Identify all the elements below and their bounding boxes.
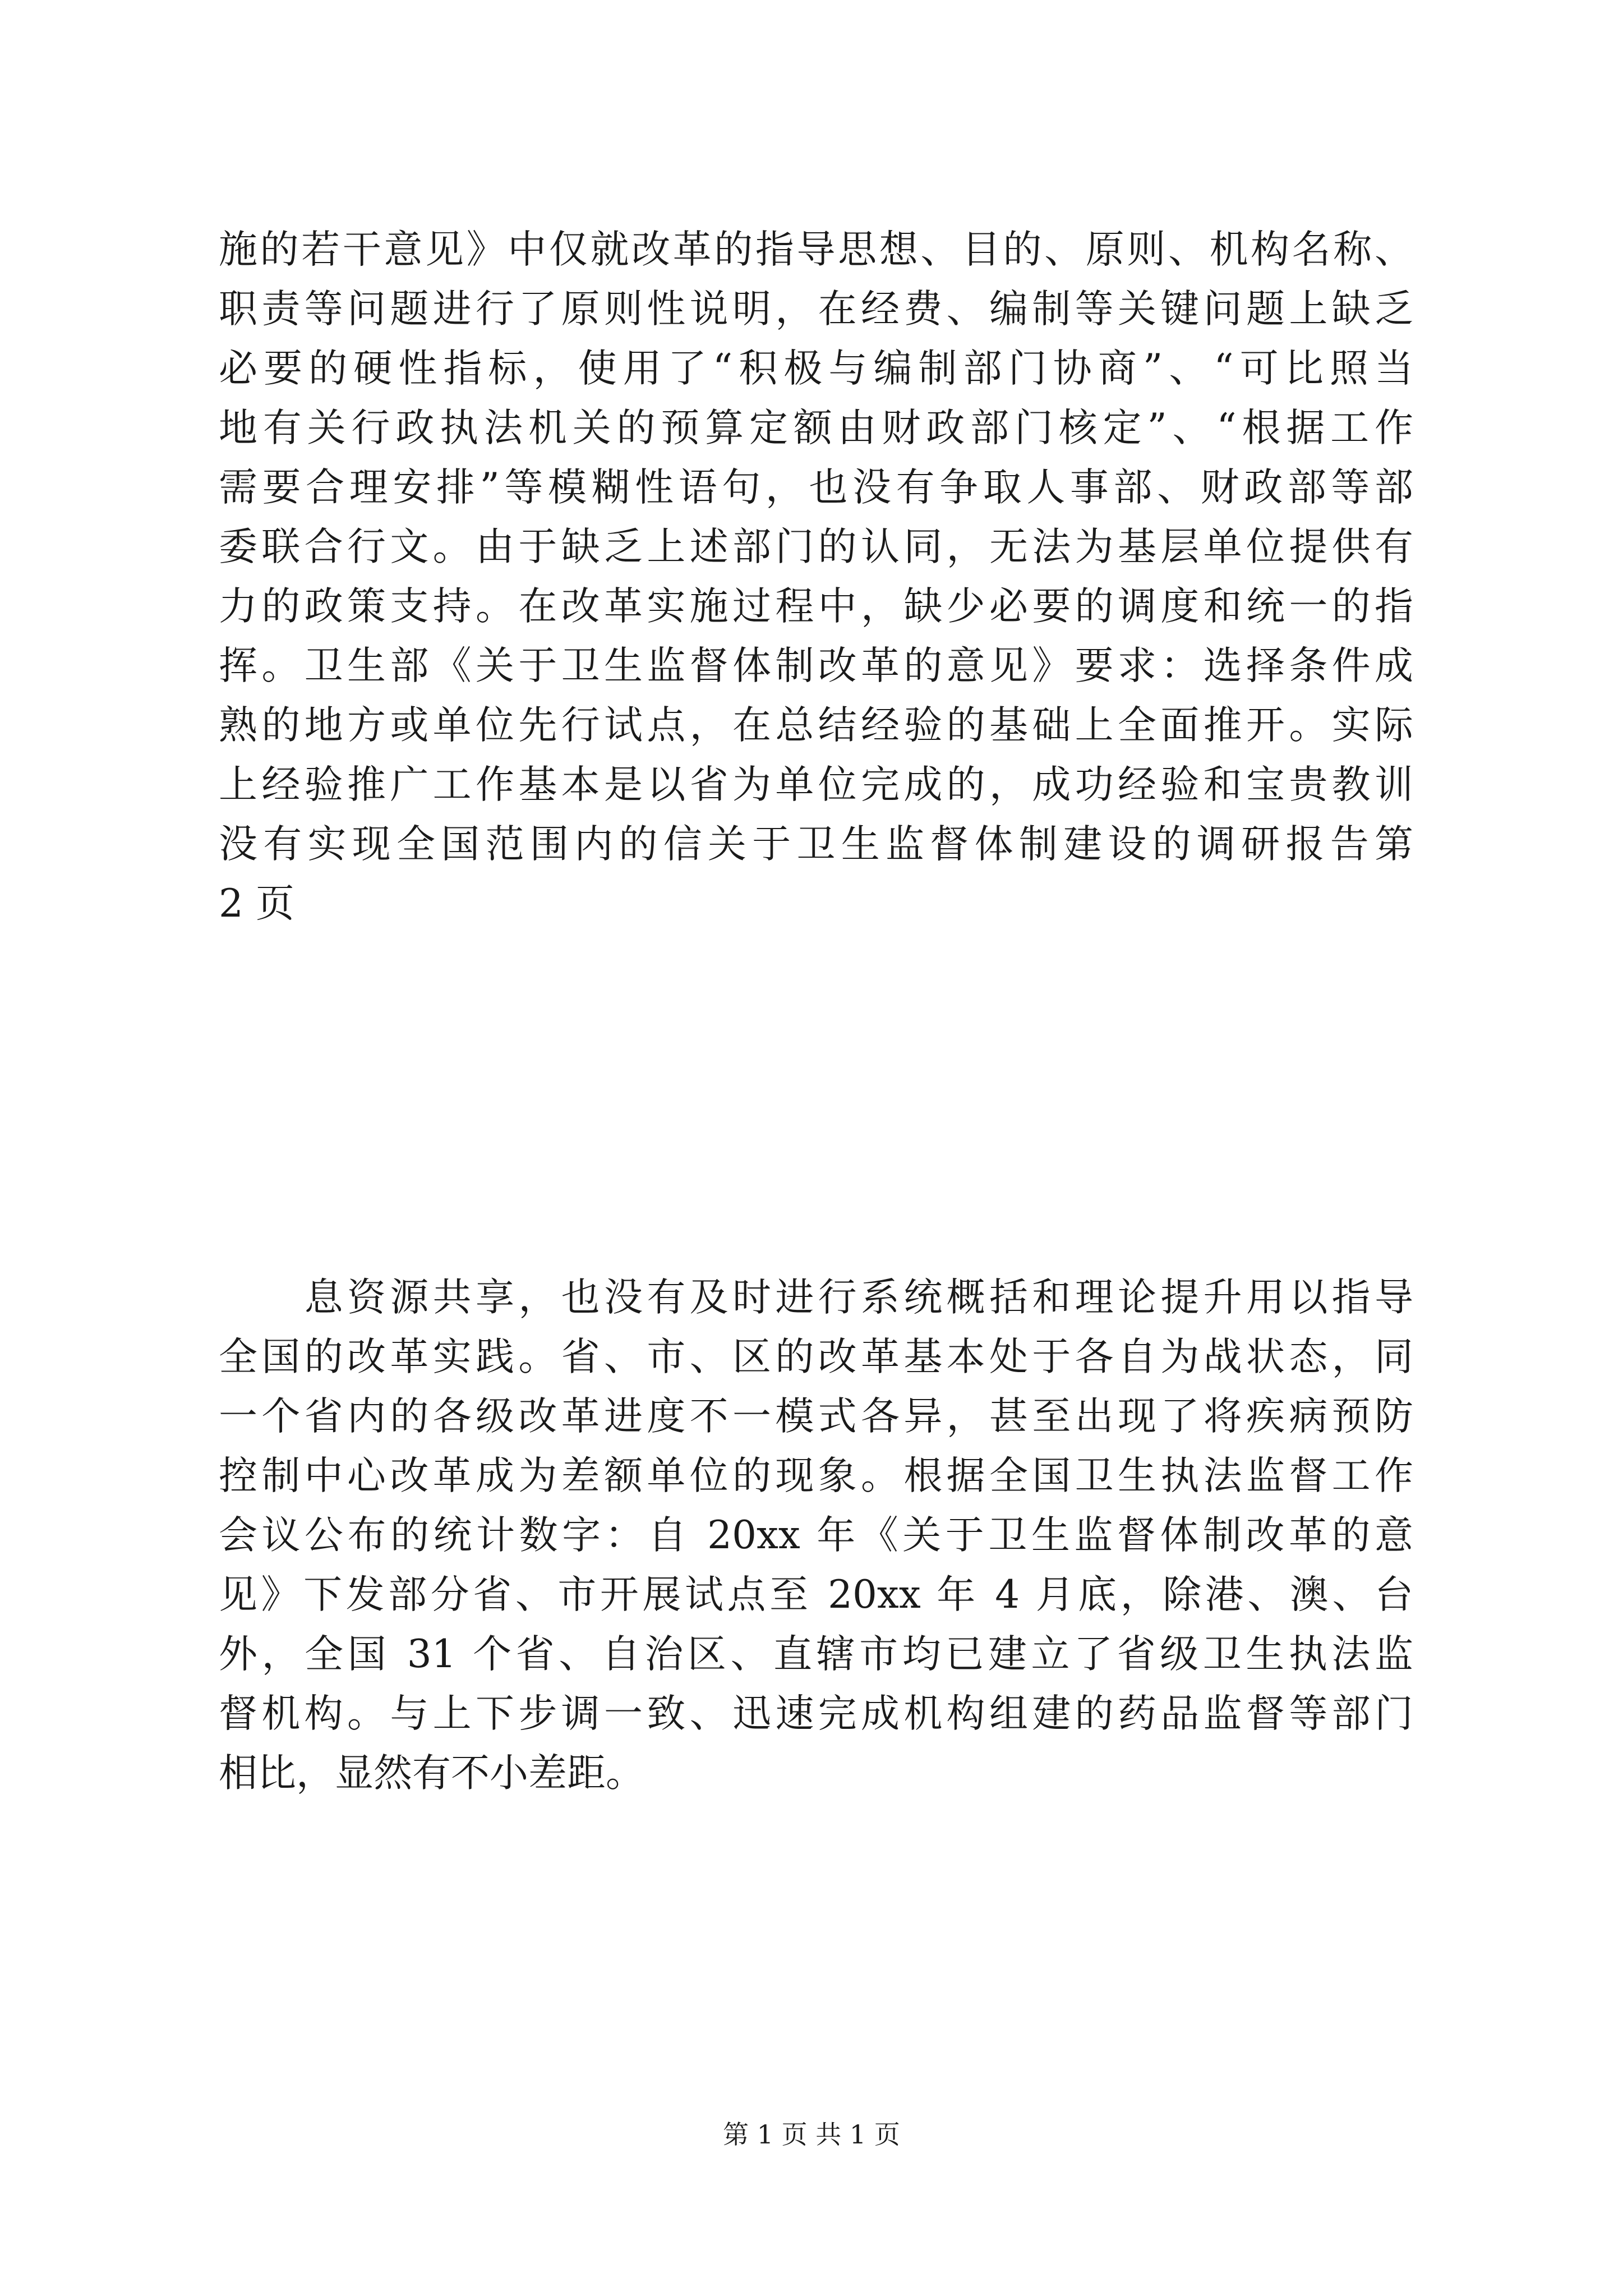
text-line: 督机构。与上下步调一致、迅速完成机构组建的药品监督等部门 <box>219 1691 1413 1736</box>
text-line: 没有实现全国范围内的信关于卫生监督体制建设的调研报告第 <box>219 822 1413 867</box>
text-line: 相比，显然有不小差距。 <box>219 1751 644 1796</box>
page-number-label: 第 1 页 共 1 页 <box>723 2119 900 2150</box>
text-line: 一个省内的各级改革进度不一模式各异，甚至出现了将疾病预防 <box>219 1394 1413 1439</box>
text-line: 会议公布的统计数字：自 20xx 年《关于卫生监督体制改革的意 <box>219 1513 1413 1558</box>
text-line: 上经验推广工作基本是以省为单位完成的，成功经验和宝贵教训 <box>219 762 1413 807</box>
text-line: 挥。卫生部《关于卫生监督体制改革的意见》要求：选择条件成 <box>219 643 1413 688</box>
text-line: 力的政策支持。在改革实施过程中，缺少必要的调度和统一的指 <box>219 584 1413 629</box>
page-footer <box>0 2118 1623 2151</box>
text-line: 控制中心改革成为差额单位的现象。根据全国卫生执法监督工作 <box>219 1453 1413 1498</box>
text-line: 施的若干意见》中仅就改革的指导思想、目的、原则、机构名称、 <box>219 227 1413 272</box>
text-line: 委联合行文。由于缺乏上述部门的认同，无法为基层单位提供有 <box>219 524 1413 569</box>
text-line: 地有关行政执法机关的预算定额由财政部门核定”、“根据工作 <box>219 406 1413 450</box>
text-line: 需要合理安排”等模糊性语句，也没有争取人事部、财政部等部 <box>219 465 1413 510</box>
text-line: 外，全国 31 个省、自治区、直辖市均已建立了省级卫生执法监 <box>219 1632 1413 1677</box>
text-line: 职责等问题进行了原则性说明，在经费、编制等关键问题上缺乏 <box>219 287 1413 332</box>
paragraph-2 <box>219 1268 1413 1803</box>
text-line: 2 页 <box>219 881 294 926</box>
text-line: 息资源共享，也没有及时进行系统概括和理论提升用以指导 <box>219 1275 1413 1320</box>
text-line: 必要的硬性指标，使用了“积极与编制部门协商”、“可比照当 <box>219 346 1413 391</box>
paragraph-1 <box>219 220 1413 933</box>
text-line: 见》下发部分省、市开展试点至 20xx 年 4 月底，除港、澳、台 <box>219 1572 1413 1617</box>
text-line: 全国的改革实践。省、市、区的改革基本处于各自为战状态，同 <box>219 1335 1413 1379</box>
text-line: 熟的地方或单位先行试点，在总结经验的基础上全面推开。实际 <box>219 703 1413 748</box>
